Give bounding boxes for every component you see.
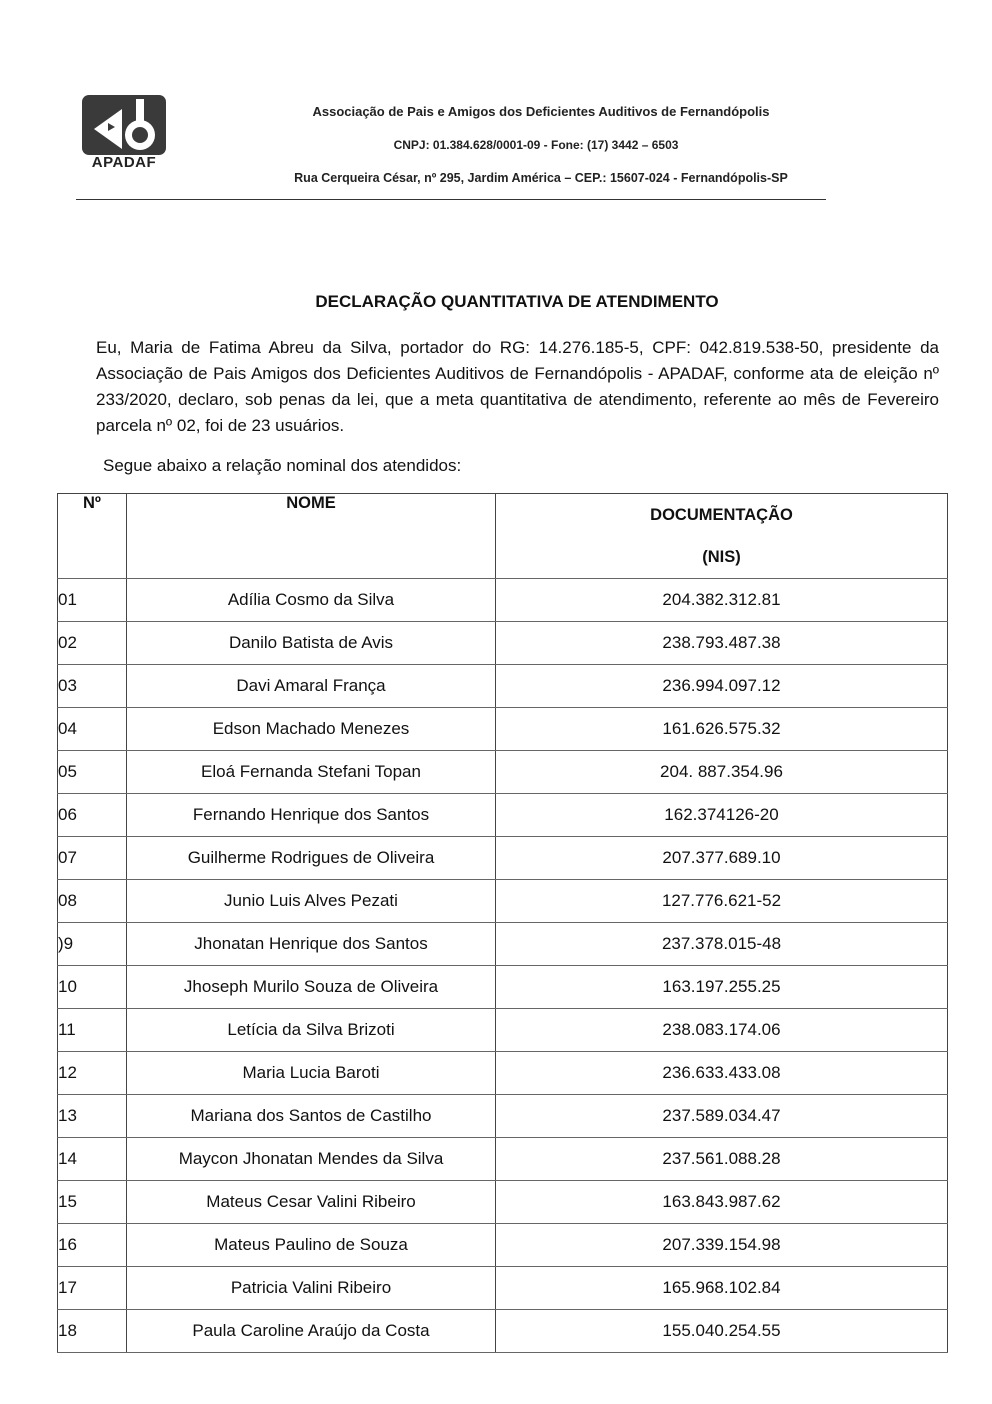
row-nis: 237.378.015-48 (496, 923, 948, 966)
row-number: )9 (58, 923, 127, 966)
row-number: 12 (58, 1052, 127, 1095)
row-name: Guilherme Rodrigues de Oliveira (127, 837, 496, 880)
row-number: 06 (58, 794, 127, 837)
row-number: 14 (58, 1138, 127, 1181)
row-nis: 204.382.312.81 (496, 579, 948, 622)
row-number: 10 (58, 966, 127, 1009)
header-documentation-label: DOCUMENTAÇÃO (650, 506, 793, 524)
row-name: Mariana dos Santos de Castilho (127, 1095, 496, 1138)
declaration-paragraph: Eu, Maria de Fatima Abreu da Silva, portador do RG: 14.276.185-5, CPF: 042.819.538-50, presidente da Associação de Pais Amigos dos Deficientes Auditivos de Fernandópolis - APADAF, conforme ata de eleição nº 233/2020, declaro, sob penas da lei, que a meta quantitativa de atendimento, referente ao mês de Fevereiro parcela nº 02, foi de 23 usuários. (96, 338, 939, 435)
attendees-table (57, 493, 948, 1353)
document-title: DECLARAÇÃO QUANTITATIVA DE ATENDIMENTO (315, 292, 719, 311)
table-row (58, 880, 948, 923)
row-name: Paula Caroline Araújo da Costa (127, 1310, 496, 1353)
table-row (58, 1310, 948, 1353)
row-name: Jhoseph Murilo Souza de Oliveira (127, 966, 496, 1009)
row-nis: 207.377.689.10 (496, 837, 948, 880)
row-nis: 238.083.174.06 (496, 1009, 948, 1052)
table-row (58, 622, 948, 665)
logo-wordmark: APADAF (91, 154, 157, 171)
table-row (58, 1095, 948, 1138)
row-number: 02 (58, 622, 127, 665)
row-nis: 207.339.154.98 (496, 1224, 948, 1267)
row-number: 13 (58, 1095, 127, 1138)
table-row (58, 579, 948, 622)
row-name: Davi Amaral França (127, 665, 496, 708)
header-name: NOME (127, 494, 496, 579)
row-number: 07 (58, 837, 127, 880)
row-name: Maycon Jhonatan Mendes da Silva (127, 1138, 496, 1181)
row-name: Junio Luis Alves Pezati (127, 880, 496, 923)
row-nis: 127.776.621-52 (496, 880, 948, 923)
table-row (58, 751, 948, 794)
row-name: Mateus Cesar Valini Ribeiro (127, 1181, 496, 1224)
row-name: Maria Lucia Baroti (127, 1052, 496, 1095)
row-name: Eloá Fernanda Stefani Topan (127, 751, 496, 794)
list-intro: Segue abaixo a relação nominal dos atendidos: (103, 456, 462, 475)
table-row (58, 794, 948, 837)
row-number: 03 (58, 665, 127, 708)
header-documentation (496, 494, 948, 579)
row-name: Fernando Henrique dos Santos (127, 794, 496, 837)
row-nis: 163.843.987.62 (496, 1181, 948, 1224)
row-nis: 204. 887.354.96 (496, 751, 948, 794)
table-row (58, 1009, 948, 1052)
table-row (58, 1181, 948, 1224)
table-row (58, 923, 948, 966)
row-name: Patricia Valini Ribeiro (127, 1267, 496, 1310)
table-row (58, 708, 948, 751)
row-number: 17 (58, 1267, 127, 1310)
row-number: 01 (58, 579, 127, 622)
table-header-row (58, 494, 948, 579)
row-name: Danilo Batista de Avis (127, 622, 496, 665)
row-name: Jhonatan Henrique dos Santos (127, 923, 496, 966)
row-nis: 236.994.097.12 (496, 665, 948, 708)
row-nis: 155.040.254.55 (496, 1310, 948, 1353)
row-name: Adília Cosmo da Silva (127, 579, 496, 622)
row-nis: 238.793.487.38 (496, 622, 948, 665)
row-name: Mateus Paulino de Souza (127, 1224, 496, 1267)
header-nis-label: (NIS) (702, 548, 741, 566)
row-nis: 165.968.102.84 (496, 1267, 948, 1310)
row-name: Letícia da Silva Brizoti (127, 1009, 496, 1052)
row-nis: 236.633.433.08 (496, 1052, 948, 1095)
table-row (58, 1267, 948, 1310)
row-number: 05 (58, 751, 127, 794)
row-number: 16 (58, 1224, 127, 1267)
table-row (58, 665, 948, 708)
organization-name: Associação de Pais e Amigos dos Deficientes Auditivos de Fernandópolis (312, 104, 770, 119)
row-number: 15 (58, 1181, 127, 1224)
row-nis: 161.626.575.32 (496, 708, 948, 751)
header-divider (76, 199, 826, 200)
row-nis: 237.589.034.47 (496, 1095, 948, 1138)
table-row (58, 1224, 948, 1267)
header-number: Nº (58, 494, 127, 579)
row-name: Edson Machado Menezes (127, 708, 496, 751)
table-row (58, 837, 948, 880)
row-number: 18 (58, 1310, 127, 1353)
row-number: 08 (58, 880, 127, 923)
organization-address: Rua Cerqueira César, nº 295, Jardim América – CEP.: 15607-024 - Fernandópolis-SP (294, 171, 788, 185)
table-row (58, 1052, 948, 1095)
row-nis: 163.197.255.25 (496, 966, 948, 1009)
organization-cnpj-phone: CNPJ: 01.384.628/0001-09 - Fone: (17) 3442 – 6503 (393, 138, 679, 152)
row-number: 04 (58, 708, 127, 751)
row-nis: 162.374126-20 (496, 794, 948, 837)
table-row (58, 966, 948, 1009)
row-number: 11 (58, 1009, 127, 1052)
table-row (58, 1138, 948, 1181)
row-nis: 237.561.088.28 (496, 1138, 948, 1181)
